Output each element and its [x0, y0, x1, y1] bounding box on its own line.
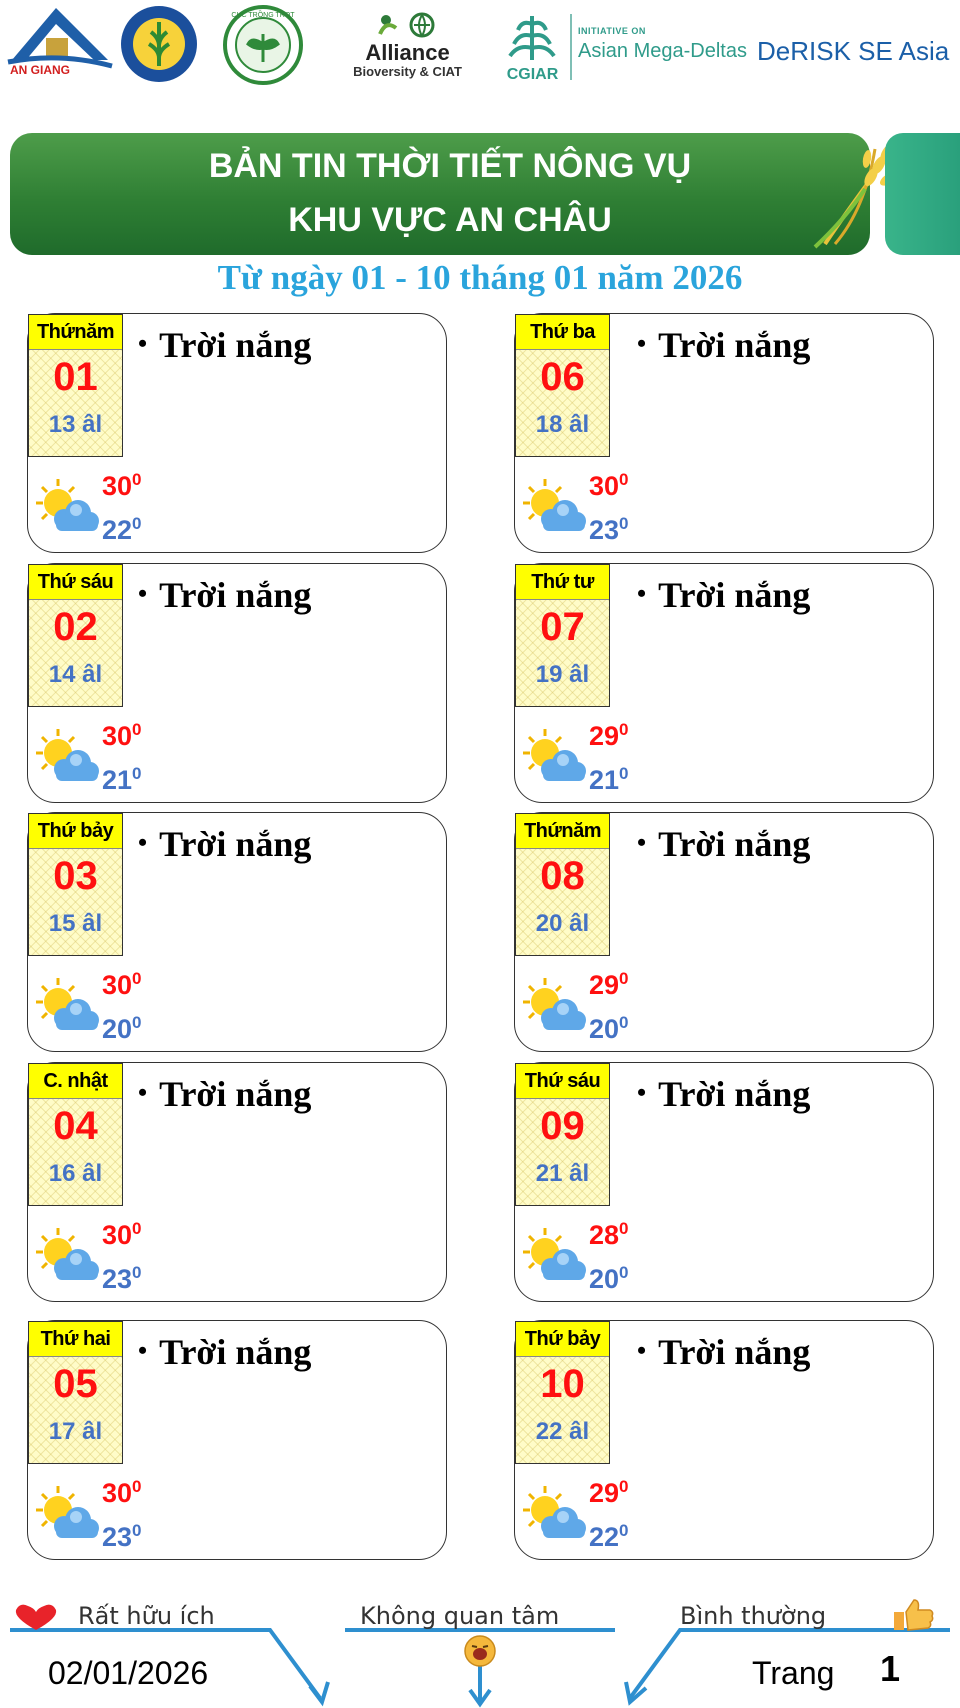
- min-temp-value: 20: [102, 1014, 133, 1044]
- min-temperature: [102, 1013, 142, 1045]
- an-giang-logo: [4, 2, 116, 78]
- lunar-date: 20 âl: [535, 910, 590, 937]
- max-temperature: [102, 470, 142, 502]
- degree-symbol: 0: [619, 720, 629, 739]
- max-temp-value: 28: [589, 1220, 620, 1250]
- sun-cloud-icon: [523, 727, 587, 787]
- date-box: [28, 813, 123, 956]
- bullet-point: •: [138, 329, 148, 358]
- cgiar-logo: [500, 10, 565, 86]
- date-box: [28, 314, 123, 457]
- condition-text: Trời nắng: [159, 325, 312, 365]
- condition-text: Trời nắng: [159, 1332, 312, 1372]
- day-card: [514, 1062, 934, 1302]
- sun-cloud-icon: [523, 976, 587, 1036]
- degree-symbol: 0: [132, 470, 142, 489]
- max-temperature: [589, 1477, 629, 1509]
- degree-symbol: 0: [619, 969, 629, 988]
- min-temp-value: 20: [589, 1264, 620, 1294]
- condition-text: Trời nắng: [658, 1074, 811, 1114]
- min-temp-value: 20: [589, 1014, 620, 1044]
- weekday-label: Thứ ba: [516, 315, 609, 350]
- day-number: 04: [53, 1104, 98, 1148]
- title-banner: [10, 133, 870, 255]
- page-number: 1: [880, 1648, 901, 1689]
- sun-cloud-icon: [523, 1484, 587, 1544]
- min-temp-value: 23: [589, 515, 620, 545]
- min-temperature: [102, 514, 142, 546]
- banner-title-line2: KHU VỰC AN CHÂU: [288, 201, 612, 239]
- banner-side-tab: [885, 133, 960, 255]
- weather-condition: [637, 574, 810, 616]
- sun-cloud-icon: [523, 477, 587, 537]
- min-temp-value: 22: [589, 1522, 620, 1552]
- date-box: [28, 564, 123, 707]
- day-number: 02: [53, 605, 98, 649]
- cgiar-wheat-icon: [500, 10, 565, 62]
- feedback-useful[interactable]: Rất hữu ích: [78, 1602, 215, 1630]
- lunar-date: 16 âl: [48, 1160, 103, 1187]
- condition-text: Trời nắng: [658, 575, 811, 615]
- lunar-date: 22 âl: [535, 1418, 590, 1445]
- degree-symbol: 0: [619, 1521, 629, 1540]
- derisk-logo: DeRISK SE Asia: [757, 36, 950, 66]
- alliance-logo: [340, 12, 475, 82]
- degree-symbol: 0: [132, 1219, 142, 1238]
- max-temperature: [589, 470, 629, 502]
- bullet-point: •: [138, 1336, 148, 1365]
- min-temperature: [102, 1521, 142, 1553]
- min-temp-value: 23: [102, 1522, 133, 1552]
- day-number: 05: [53, 1362, 98, 1406]
- degree-symbol: 0: [619, 764, 629, 783]
- degree-symbol: 0: [132, 1013, 142, 1032]
- date-box: [515, 314, 610, 457]
- sun-cloud-icon: [36, 1226, 100, 1286]
- min-temperature: [102, 764, 142, 796]
- bullet-point: •: [637, 828, 647, 857]
- lunar-date: 19 âl: [535, 661, 590, 688]
- date-box: [515, 1321, 610, 1464]
- min-temperature: [589, 764, 629, 796]
- day-number: 03: [53, 854, 98, 898]
- day-number: 09: [540, 1104, 585, 1148]
- day-card: [27, 1320, 447, 1560]
- weather-condition: [637, 324, 810, 366]
- sun-cloud-icon: [36, 477, 100, 537]
- day-number: 07: [540, 605, 585, 649]
- heart-icon[interactable]: [10, 1602, 62, 1632]
- condition-text: Trời nắng: [159, 575, 312, 615]
- sun-cloud-icon: [36, 727, 100, 787]
- cgiar-text: CGIAR: [506, 66, 559, 83]
- degree-symbol: 0: [619, 1263, 629, 1282]
- day-card: [27, 1062, 447, 1302]
- bullet-point: •: [138, 1078, 148, 1107]
- min-temp-value: 22: [102, 515, 133, 545]
- day-card: [27, 313, 447, 553]
- day-card: [27, 563, 447, 803]
- weekday-label: Thứ tư: [516, 565, 609, 600]
- max-temp-value: 29: [589, 970, 620, 1000]
- date-box: [515, 564, 610, 707]
- day-number: 01: [53, 355, 98, 399]
- day-card: [514, 812, 934, 1052]
- max-temperature: [589, 969, 629, 1001]
- sun-cloud-icon: [36, 1484, 100, 1544]
- degree-symbol: 0: [619, 1477, 629, 1496]
- alliance-leaf-icon: [340, 12, 475, 38]
- weather-condition: [138, 574, 311, 616]
- max-temp-value: 30: [589, 471, 620, 501]
- degree-symbol: 0: [132, 720, 142, 739]
- max-temperature: [102, 1477, 142, 1509]
- initiative-title: Asian Mega-Deltas: [578, 40, 747, 62]
- feedback-normal[interactable]: Bình thường: [680, 1602, 827, 1630]
- bullet-point: •: [637, 329, 647, 358]
- min-temperature: [589, 514, 629, 546]
- day-card: [27, 812, 447, 1052]
- yawn-face-icon[interactable]: [463, 1634, 497, 1668]
- weather-condition: [637, 1073, 810, 1115]
- min-temp-value: 21: [102, 765, 133, 795]
- degree-symbol: 0: [132, 1521, 142, 1540]
- day-number: 10: [540, 1362, 585, 1406]
- crop-protection-logo: [118, 2, 200, 86]
- degree-symbol: 0: [132, 1477, 142, 1496]
- thumbs-up-icon[interactable]: [890, 1598, 936, 1632]
- date-box: [515, 1063, 610, 1206]
- sun-cloud-icon: [36, 976, 100, 1036]
- bullet-point: •: [637, 579, 647, 608]
- day-card: [514, 313, 934, 553]
- bullet-point: •: [138, 579, 148, 608]
- lunar-date: 21 âl: [535, 1160, 590, 1187]
- weather-condition: [138, 1073, 311, 1115]
- weather-condition: [138, 823, 311, 865]
- degree-symbol: 0: [619, 1013, 629, 1032]
- page-label: Trang: [752, 1655, 835, 1691]
- degree-symbol: 0: [619, 470, 629, 489]
- cgiar-divider: [570, 14, 572, 80]
- max-temp-value: 29: [589, 721, 620, 751]
- min-temperature: [589, 1521, 629, 1553]
- alliance-subtitle: Bioversity & CIAT: [353, 64, 462, 79]
- max-temperature: [589, 1219, 629, 1251]
- initiative-label: INITIATIVE ON: [578, 26, 646, 36]
- degree-symbol: 0: [132, 764, 142, 783]
- feedback-not-interested[interactable]: Không quan tâm: [360, 1602, 560, 1630]
- max-temperature: [102, 969, 142, 1001]
- lunar-date: 18 âl: [535, 411, 590, 438]
- max-temperature: [102, 1219, 142, 1251]
- min-temperature: [102, 1263, 142, 1295]
- max-temperature: [589, 720, 629, 752]
- condition-text: Trời nắng: [658, 824, 811, 864]
- min-temp-value: 23: [102, 1264, 133, 1294]
- lunar-date: 14 âl: [48, 661, 103, 688]
- degree-symbol: 0: [132, 1263, 142, 1282]
- day-number: 06: [540, 355, 585, 399]
- weekday-label: Thứ bảy: [516, 1322, 609, 1357]
- cuc-trong-trot-text: CỤC TRỒNG TRỌT: [231, 12, 295, 19]
- bullet-point: •: [138, 828, 148, 857]
- bullet-point: •: [637, 1336, 647, 1365]
- condition-text: Trời nắng: [159, 824, 312, 864]
- min-temperature: [589, 1013, 629, 1045]
- logo-strip: [0, 0, 960, 95]
- weekday-label: Thứ sáu: [516, 1064, 609, 1099]
- lunar-date: 17 âl: [48, 1418, 103, 1445]
- weather-condition: [637, 823, 810, 865]
- alliance-title: Alliance: [365, 40, 450, 65]
- date-box: [28, 1321, 123, 1464]
- weekday-label: Thứ sáu: [29, 565, 122, 600]
- degree-symbol: 0: [619, 514, 629, 533]
- min-temperature: [589, 1263, 629, 1295]
- max-temp-value: 30: [102, 721, 133, 751]
- weather-condition: [138, 324, 311, 366]
- cuc-trong-trot-logo: [222, 4, 304, 86]
- weather-condition: [637, 1331, 810, 1373]
- max-temp-value: 30: [102, 1478, 133, 1508]
- initiative-logo: [578, 26, 748, 76]
- issue-date: 02/01/2026: [48, 1655, 209, 1691]
- max-temp-value: 30: [102, 471, 133, 501]
- lunar-date: 15 âl: [48, 910, 103, 937]
- forecast-period: Từ ngày 01 - 10 tháng 01 năm 2026: [217, 258, 743, 297]
- bullet-point: •: [637, 1078, 647, 1107]
- day-card: [514, 563, 934, 803]
- degree-symbol: 0: [132, 514, 142, 533]
- max-temp-value: 30: [102, 970, 133, 1000]
- weekday-label: Thứnăm: [29, 315, 122, 350]
- max-temperature: [102, 720, 142, 752]
- weekday-label: C. nhật: [29, 1064, 122, 1099]
- weekday-label: Thứ hai: [29, 1322, 122, 1357]
- weekday-label: Thứ bảy: [29, 814, 122, 849]
- condition-text: Trời nắng: [658, 325, 811, 365]
- condition-text: Trời nắng: [658, 1332, 811, 1372]
- date-box: [515, 813, 610, 956]
- day-number: 08: [540, 854, 585, 898]
- max-temp-value: 29: [589, 1478, 620, 1508]
- banner-title-line1: BẢN TIN THỜI TIẾT NÔNG VỤ: [208, 147, 692, 185]
- day-card: [514, 1320, 934, 1560]
- condition-text: Trời nắng: [159, 1074, 312, 1114]
- min-temp-value: 21: [589, 765, 620, 795]
- degree-symbol: 0: [132, 969, 142, 988]
- weekday-label: Thứnăm: [516, 814, 609, 849]
- degree-symbol: 0: [619, 1219, 629, 1238]
- an-giang-logo-text: AN GIANG: [10, 63, 70, 77]
- weather-condition: [138, 1331, 311, 1373]
- lunar-date: 13 âl: [48, 411, 103, 438]
- date-box: [28, 1063, 123, 1206]
- sun-cloud-icon: [523, 1226, 587, 1286]
- max-temp-value: 30: [102, 1220, 133, 1250]
